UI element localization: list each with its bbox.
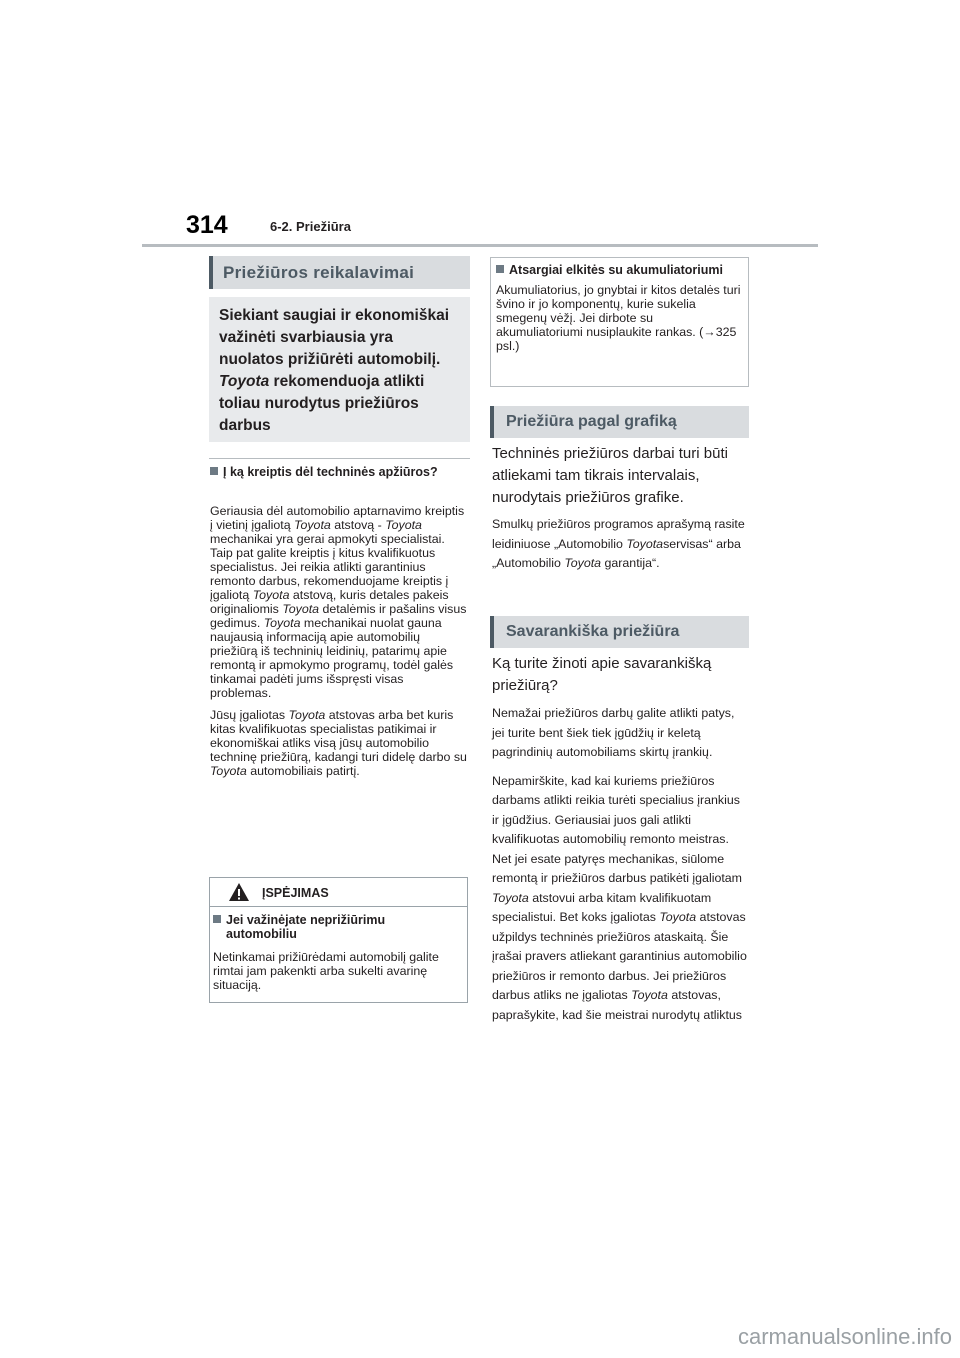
text: mechanikai nuolat gauna naujausią informaciją apie automobilių priežiūrą iš techninių leidinių, patarimų apie remontą ir apmokymo programų, todėl galės tinkamai padėti jums išspręsti visas problemas.	[210, 616, 454, 700]
brand-name: Toyota	[252, 588, 290, 602]
heading-self-maintenance: Savarankiška priežiūra	[490, 616, 749, 648]
warning-box	[209, 877, 468, 1003]
square-bullet-icon	[213, 915, 221, 923]
intro-line: toliau nurodytus priežiūros	[219, 395, 419, 412]
paragraph	[210, 708, 468, 778]
question-heading	[210, 465, 468, 479]
header-divider	[142, 244, 818, 247]
warning-subheading	[213, 913, 463, 941]
square-bullet-icon	[210, 467, 218, 475]
text: Jūsų įgaliotas	[210, 708, 289, 722]
heading-maintenance-requirements: Priežiūros reikalavimai	[209, 256, 470, 289]
battery-caution-body	[496, 283, 743, 353]
brand-name: Toyota	[294, 518, 331, 532]
question-text: Į ką kreiptis dėl techninės apžiūros?	[223, 465, 438, 479]
text: atstovą -	[330, 518, 386, 532]
intro-text: rekomenduoja atlikti	[269, 373, 425, 390]
battery-caution-box	[490, 257, 749, 387]
brand-name: Toyota	[288, 708, 326, 722]
self-maintenance-lead-text: Ką turite žinoti apie savarankišką priežiūrą?	[492, 655, 712, 694]
paragraph	[210, 504, 468, 700]
text: atstovui arba kitam kvalifikuotam specialistui. Bet koks įgaliotas	[492, 890, 712, 924]
brand-name: Toyota	[631, 988, 668, 1002]
brand-name: Toyota	[564, 556, 602, 570]
brand-name: Toyota	[659, 910, 697, 924]
text: automobiliais patirtį.	[246, 764, 360, 778]
paragraph: Nemažai priežiūros darbų galite atlikti patys, jei turite bent šiek tiek įgūdžių ir keletą pagrindinių automobiliams skirtų įrankių.	[492, 706, 735, 759]
intro-line: nuolatos prižiūrėti automobilį.	[219, 351, 441, 368]
text: garantija“.	[601, 556, 660, 570]
text: Nepamirškite, kad kai kuriems priežiūros darbams atlikti reikia turėti specialius įrankius ir įgūdžius. Geriausiai juos gali atlikti kvalifikuotas automobilių remonto meistras. Net jei esate patyręs mechanikas, siūlome remontą ir priežiūros darbus patikėti įgaliotam	[492, 773, 742, 885]
intro-line	[219, 371, 460, 393]
watermark: carmanualsonline.info	[737, 1324, 952, 1349]
battery-caution-heading-text: Atsargiai elkitės su akumuliatoriumi	[509, 263, 723, 277]
brand-name: Toyota	[282, 602, 320, 616]
brand-name: Toyota	[219, 373, 270, 390]
section-title: 6-2. Priežiūra	[270, 219, 351, 234]
text: mechanikai yra gerai apmokyti specialistai. Taip pat galite kreiptis į kitus kvalifikuotus specialistus. Jei reikia atlikti garantinius remonto darbus, rekomenduojame kreiptis į įgaliotą	[210, 532, 449, 602]
text: Akumuliatorius, jo gnybtai ir kitos detalės turi švino ir jo komponentų, kurie sukelia smegenų vėžį. Jei dirbote su akumuliatoriumi nusiplaukite rankas. (	[496, 283, 741, 339]
intro-box	[209, 297, 470, 442]
text: atstovas arba bet kuris kitas kvalifikuotas specialistas patikimai ir ekonomiškai atliks visą jūsų automobilio techninę priežiūrą, kadangi turi didelę darbo su	[210, 708, 467, 764]
text: detalėmis ir pašalins visus gedimus.	[210, 602, 467, 630]
heading-scheduled-maintenance: Priežiūra pagal grafiką	[490, 406, 749, 438]
square-bullet-icon	[496, 265, 504, 273]
brand-name: Toyota	[210, 764, 247, 778]
warning-triangle-icon	[228, 882, 250, 902]
schedule-lead-text: Techninės priežiūros darbai turi būti atliekami tam tikrais intervalais, nurodytais priežiūros grafike.	[492, 445, 728, 506]
battery-caution-heading	[496, 263, 743, 277]
warning-subheading-text: Jei važinėjate neprižiūrimu automobiliu	[226, 913, 386, 941]
divider	[209, 458, 470, 459]
body-text-left	[210, 504, 468, 786]
schedule-detail-text	[492, 515, 750, 574]
arrow-right-icon: →	[703, 325, 716, 339]
brand-name: Toyota	[626, 536, 664, 551]
text: atstovas užpildys techninės priežiūros ataskaitą. Šie įrašai pravers atliekant garantinius automobilio priežiūros ir remonto darbus. Jei priežiūros darbus atliks ne įgaliotas	[492, 910, 747, 1002]
brand-name: Toyota	[492, 890, 529, 905]
text: Smulkų priežiūros programos aprašymą rasite leidiniuose „Automobilio	[492, 517, 745, 551]
warning-body: Netinkamai prižiūrėdami automobilį galite rimtai jam pakenkti arba sukelti avarinę situaciją.	[213, 950, 439, 992]
intro-line: važinėti svarbiausia yra	[219, 329, 394, 346]
intro-line: Siekiant saugiai ir ekonomiškai	[219, 307, 450, 324]
text: servisas“ arba „Automobilio	[492, 536, 741, 570]
brand-name: Toyota	[263, 616, 301, 630]
paragraph	[492, 772, 750, 1026]
warning-title: ĮSPĖJIMAS	[262, 886, 329, 900]
text: atstovas, paprašykite, kad šie meistrai nurodytų atliktus	[492, 988, 742, 1022]
warning-header	[210, 878, 467, 907]
brand-name: Toyota	[385, 518, 422, 532]
text: Geriausia dėl automobilio aptarnavimo kreiptis į vietinį įgaliotą	[210, 504, 465, 532]
page-reference: 325 psl.)	[496, 325, 737, 353]
self-maintenance-body	[492, 704, 750, 1034]
page-number: 314	[186, 211, 228, 239]
intro-line: darbus	[219, 417, 271, 434]
text: atstovą, kuris detales pakeis originaliomis	[210, 588, 449, 616]
